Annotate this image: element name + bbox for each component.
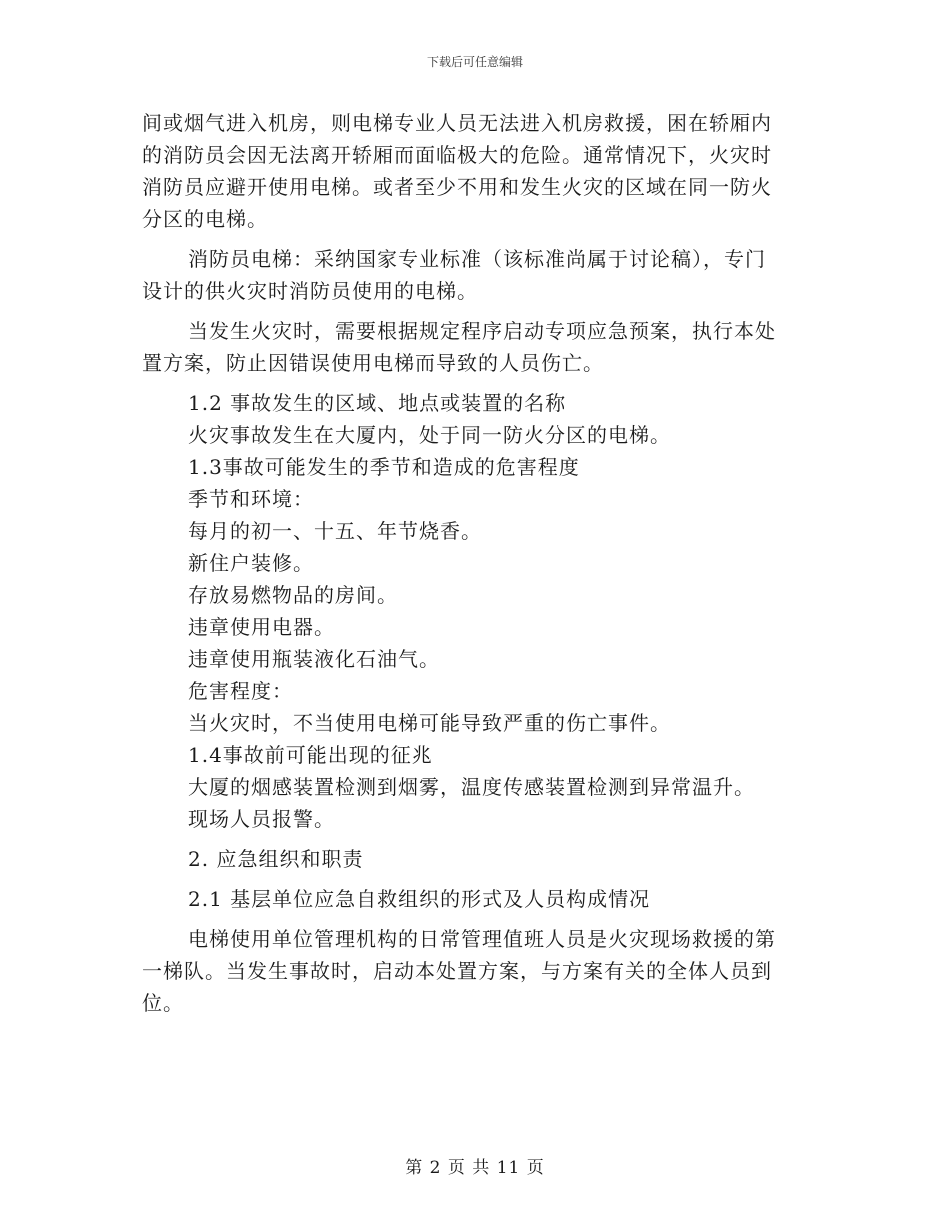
section-heading-1-3: 1.3事故可能发生的季节和造成的危害程度: [188, 455, 580, 479]
list-item: 每月的初一、十五、年节烧香。: [188, 519, 482, 543]
section-heading-1-2: 1.2 事故发生的区域、地点或装置的名称: [188, 391, 567, 415]
paragraph-line: 分区的电梯。: [142, 207, 268, 231]
list-item: 违章使用电器。: [188, 615, 335, 639]
harm-label: 危害程度：: [188, 679, 293, 703]
section-heading-2: 2. 应急组织和职责: [188, 847, 364, 871]
paragraph-line: 间或烟气进入机房，则电梯专业人员无法进入机房救援，困在轿厢内: [142, 111, 772, 135]
season-label: 季节和环境：: [188, 487, 314, 511]
paragraph-line: 当火灾时，不当使用电梯可能导致严重的伤亡事件。: [188, 711, 671, 735]
paragraph-line: 消防员电梯：采纳国家专业标准（该标准尚属于讨论稿），专门: [188, 247, 766, 271]
paragraph-line: 当发生火灾时，需要根据规定程序启动专项应急预案，执行本处: [188, 319, 776, 343]
page-number: 第 2 页 共 11 页: [405, 1158, 545, 1178]
list-item: 大厦的烟感装置检测到烟雾，温度传感装置检测到异常温升。: [188, 775, 755, 799]
paragraph-line: 一梯队。当发生事故时，启动本处置方案，与方案有关的全体人员到: [142, 959, 772, 983]
list-item: 现场人员报警。: [188, 807, 335, 831]
section-heading-2-1: 2.1 基层单位应急自救组织的形式及人员构成情况: [188, 887, 651, 911]
paragraph-line: 设计的供火灾时消防员使用的电梯。: [142, 279, 478, 303]
list-item: 新住户装修。: [188, 551, 314, 575]
list-item: 违章使用瓶装液化石油气。: [188, 647, 440, 671]
paragraph-line: 的消防员会因无法离开轿厢而面临极大的危险。通常情况下，火灾时: [142, 143, 772, 167]
document-body: [142, 107, 802, 1019]
header-note: 下载后可任意编辑: [426, 55, 523, 69]
paragraph-line: 电梯使用单位管理机构的日常管理值班人员是火灾现场救援的第: [188, 927, 776, 951]
paragraph-line: 置方案，防止因错误使用电梯而导致的人员伤亡。: [142, 351, 604, 375]
section-heading-1-4: 1.4事故前可能出现的征兆: [188, 743, 433, 767]
list-item: 存放易燃物品的房间。: [188, 583, 398, 607]
paragraph-line: 火灾事故发生在大厦内，处于同一防火分区的电梯。: [188, 423, 671, 447]
paragraph-line: 位。: [142, 991, 184, 1015]
paragraph-line: 消防员应避开使用电梯。或者至少不用和发生火灾的区域在同一防火: [142, 175, 772, 199]
